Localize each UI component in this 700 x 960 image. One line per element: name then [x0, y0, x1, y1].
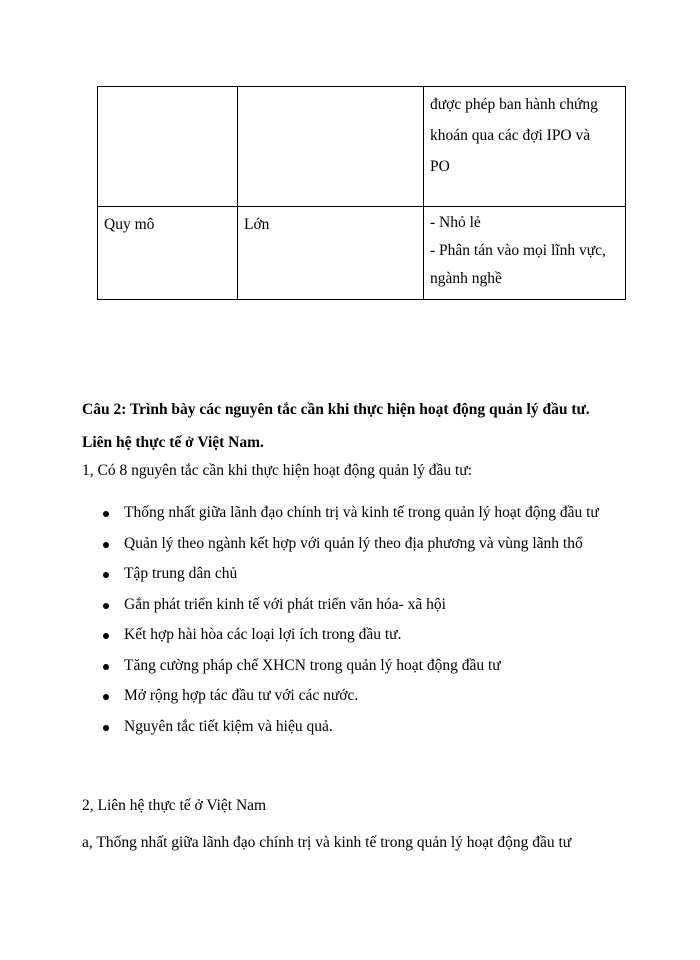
table-cell [98, 207, 238, 300]
comparison-table [97, 86, 626, 300]
list-item [98, 590, 599, 621]
table-row [98, 87, 626, 207]
list-item-text: Nguyên tắc tiết kiệm và hiệu quả. [124, 717, 333, 735]
list-item-text: Gắn phát triển kinh tế với phát triển văn hóa- xã hội [124, 595, 446, 613]
list-item [98, 529, 599, 560]
cell-text: ngành nghề [430, 270, 502, 287]
list-item [98, 498, 599, 529]
list-item [98, 681, 599, 712]
table-cell [424, 87, 626, 207]
bullet-icon [103, 725, 109, 731]
question-line-1: Câu 2: Trình bày các nguyên tắc cần khi thực hiện hoạt động quản lý đầu tư. [82, 401, 590, 418]
bullet-icon [103, 572, 109, 578]
cell-text: - Phân tán vào mọi lĩnh vực, [430, 242, 606, 259]
table-cell [238, 207, 424, 300]
subsection-a-heading: a, Thống nhất giữa lãnh đạo chính trị và kinh tế trong quản lý hoạt động đầu tư [82, 834, 572, 851]
bullet-icon [103, 603, 109, 609]
table-cell [98, 87, 238, 207]
list-item-text: Tăng cường pháp chế XHCN trong quản lý hoạt động đầu tư [124, 656, 501, 674]
bullet-icon [103, 511, 109, 517]
list-item-text: Thống nhất giữa lãnh đạo chính trị và kinh tế trong quản lý hoạt động đầu tư [124, 504, 599, 521]
question-heading [82, 393, 642, 459]
bullet-icon [103, 694, 109, 700]
bullet-icon [103, 542, 109, 548]
cell-text: - Nhỏ lẻ [430, 214, 481, 231]
table-cell [424, 207, 626, 300]
cell-text: Quy mô [104, 216, 155, 233]
cell-text: Lớn [244, 216, 270, 233]
list-item-text: Tập trung dân chủ [124, 565, 238, 582]
cell-text: khoán qua các đợi IPO và [430, 127, 591, 144]
list-item [98, 651, 599, 682]
intro-paragraph: 1, Có 8 nguyên tắc cần khi thực hiện hoạt động quản lý đầu tư: [82, 462, 473, 479]
bullet-icon [103, 664, 109, 670]
principles-list [98, 498, 599, 742]
list-item-text: Kết hợp hài hòa các loại lợi ích trong đầu tư. [124, 626, 402, 643]
bullet-icon [103, 633, 109, 639]
table-cell [238, 87, 424, 207]
list-item [98, 712, 599, 743]
table-row [98, 207, 626, 300]
list-item-text: Quản lý theo ngành kết hợp với quản lý theo địa phương và vùng lãnh thổ [124, 534, 583, 552]
cell-text: PO [430, 158, 450, 175]
list-item [98, 559, 599, 590]
cell-text: được phép ban hành chứng [430, 96, 598, 113]
list-item-text: Mở rộng hợp tác đầu tư với các nước. [124, 687, 359, 704]
section-2-heading: 2, Liên hệ thực tế ở Việt Nam [82, 797, 267, 814]
list-item [98, 620, 599, 651]
question-line-2: Liên hệ thực tế ở Việt Nam. [82, 434, 264, 451]
